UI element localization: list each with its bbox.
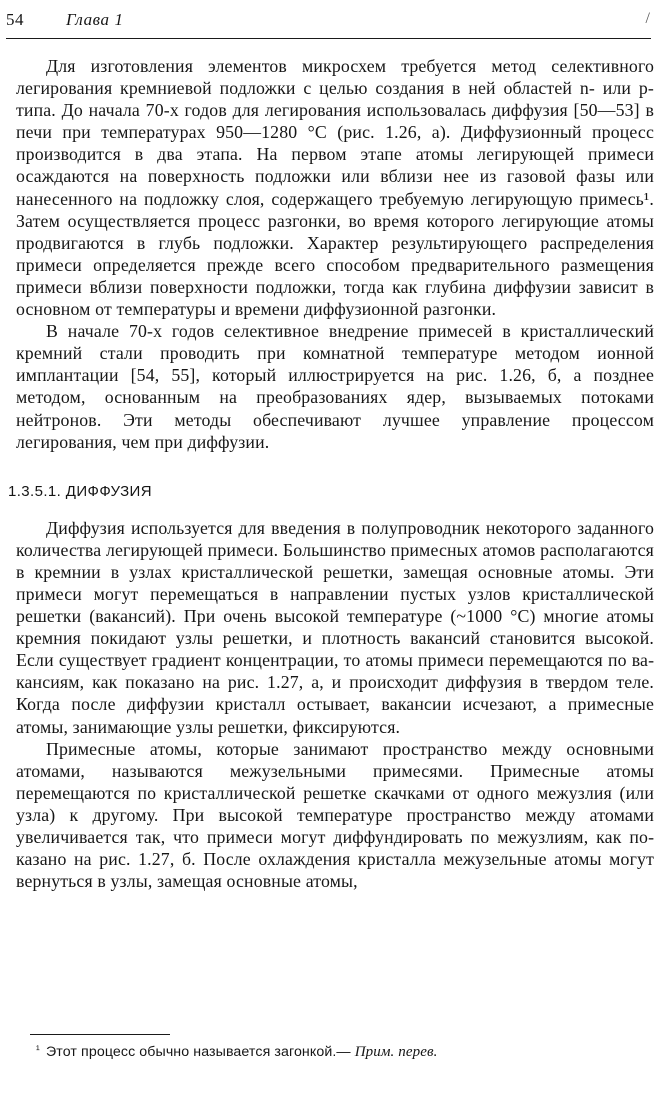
- chapter-title: Глава 1: [66, 10, 124, 29]
- running-head: [6, 10, 652, 36]
- footnote: [36, 1043, 646, 1061]
- paragraph-doping-methods: Для изготовления элементов микросхем требуется метод селективного легирования кремниевой подложки с целью создания в ней областей n- или p-типа. До начала 70-х годов для легирования использовалась диффузия [50—53] в печи при температурах 950—1280 °C (рис. 1.26, a). Диффузионный процесс производится в два этапа. На первом этапе атомы легирующей примеси осаждаются на поверхность подложки или вблизи нее из газовой фазы или нанесенного на подложку слоя, содержащего требуемую легирующую примесь¹. Затем осуществляется процесс разгонки, во время которого легирующие атомы продвигаются в глубь подложки. Характер результирующего распределения примеси определяется прежде всего способом предварительного размещения примеси вблизи поверхности подложки, тогда как глубина диффузии зависит в основном от температуры и времени диффузионной разгонки.: [16, 56, 654, 320]
- page-number: 54: [6, 10, 24, 29]
- paragraph-ion-implantation: В начале 70-х годов селективное внедрение примесей в кристаллический кремний стали проводить при комнатной температуре методом ионной имплантации [54, 55], который иллюстрируется на рис. 1.26, б, а позднее методом, основанным на преобразованиях ядер, вызываемых потоками нейтронов. Эти методы обеспечивают лучшее управление процессом легирования, чем при диффузии.: [16, 321, 654, 452]
- footnote-rule: [30, 1034, 170, 1035]
- paragraph-interstitial-impurities: Примесные атомы, которые занимают пространство между основными атомами, называются межузельными примесями. Примесные атомы перемещаются по кристаллической решетке скачками от одного межузлия (или узла) к другому. При высокой температуре пространство между атомами увеличивается так, что примеси могут диффундировать по межузлиям, как показано на рис. 1.27, б. После охлаждения кристалла межузельные атомы могут вернуться в узлы, замещая основные атомы,: [16, 738, 654, 892]
- footnote-attribution: Прим. перев.: [354, 1044, 438, 1060]
- paragraph-diffusion-vacancies: Диффузия используется для введения в полупроводник некоторого заданного количества легирующей примеси. Большинство примесных атомов располагаются в кремнии в узлах кристаллической решетки, замещая основные атомы. Эти примеси могут перемещаться в направлении пустых узлов кристаллической решетки (вакансий). При очень высокой температуре (~1000 °C) многие атомы кремния покидают узлы решетки, и плотность вакансий становится высокой. Если существует градиент концентрации, то атомы примеси перемещаются по вакансиям, как показано на рис. 1.27, a, и происходит диффузия в твердом теле. Когда после диффузии кристалл остывает, вакансии исчезают, а примесные атомы, занимающие узлы решетки, фиксируются.: [16, 517, 654, 737]
- corner-mark: /: [645, 10, 650, 27]
- section-heading: 1.3.5.1. ДИФФУЗИЯ: [8, 482, 152, 500]
- footnote-text: Этот процесс обычно называется загонкой.—: [46, 1044, 355, 1060]
- footnote-mark: ¹: [36, 1044, 40, 1056]
- main-text: [8, 55, 654, 892]
- header-rule: [6, 38, 651, 39]
